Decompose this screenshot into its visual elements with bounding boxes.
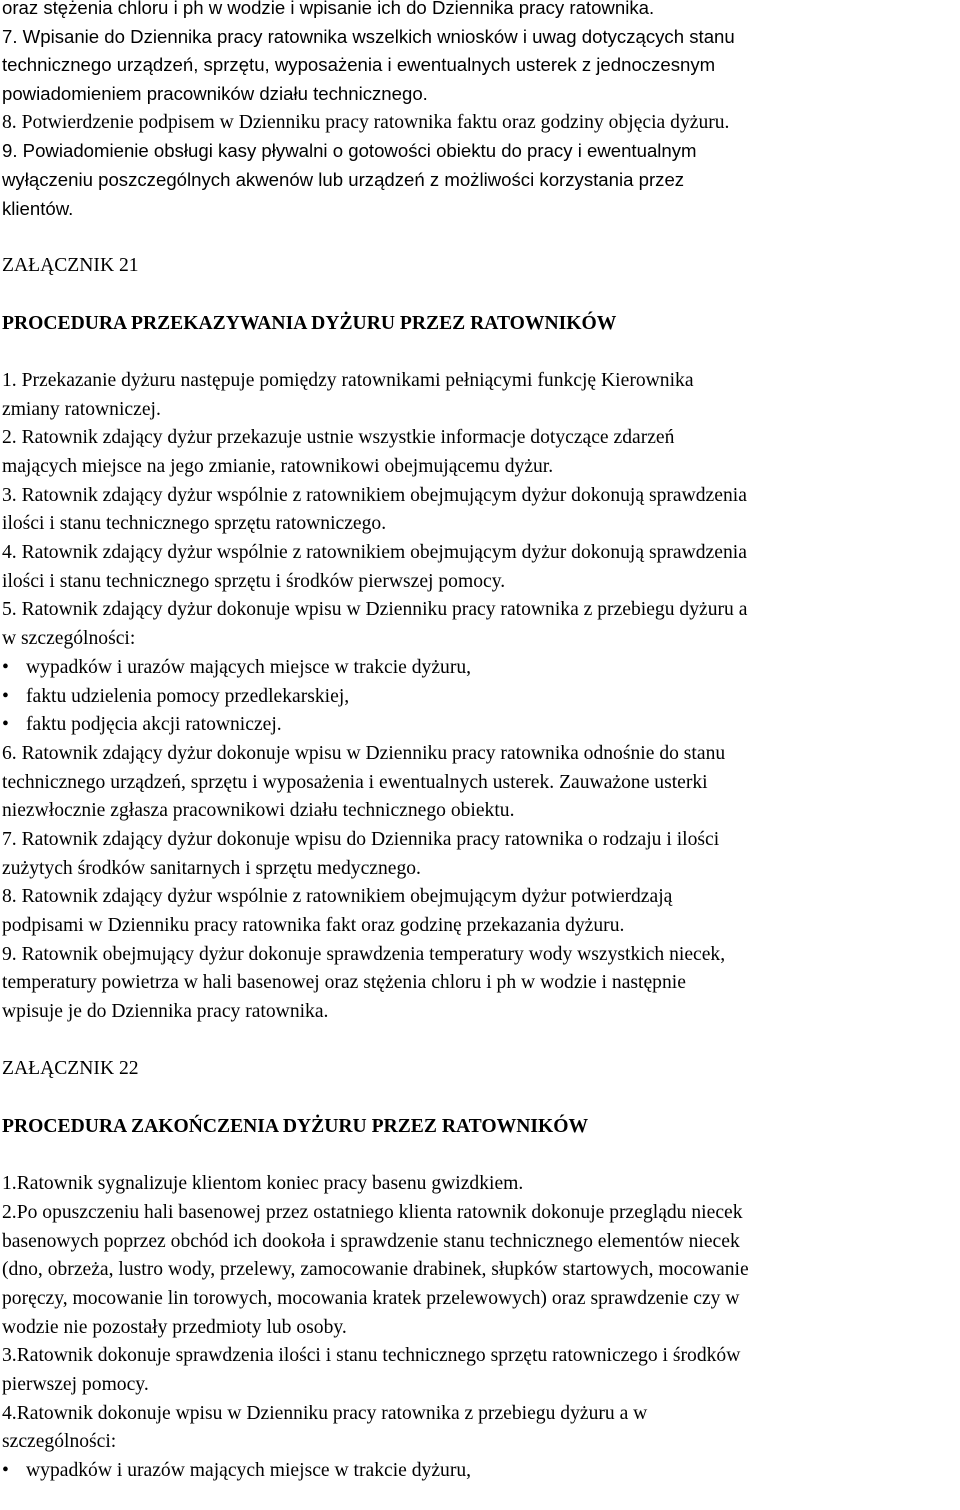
text-line: ilości i stanu technicznego sprzętu i środków pierwszej pomocy. <box>2 570 506 592</box>
text-line: 3.Ratownik dokonuje sprawdzenia ilości i stanu technicznego sprzętu ratowniczego i środków <box>2 1345 741 1367</box>
annex-label: ZAŁĄCZNIK 22 <box>2 1058 139 1080</box>
text-line: podpisami w Dzienniku pracy ratownika fakt oraz godzinę przekazania dyżuru. <box>2 915 625 936</box>
spacer <box>2 1142 958 1171</box>
text-line: 3. Ratownik zdający dyżur wspólnie z ratownikiem obejmującym dyżur dokonują sprawdzenia <box>2 484 747 506</box>
list-item-text: faktu podjęcia akcji ratowniczej. <box>26 714 282 736</box>
text-line: 7. Ratownik zdający dyżur dokonuje wpisu do Dziennika pracy ratownika o rodzaju i ilości <box>2 828 720 850</box>
text-line: wyłączeniu poszczególnych akwenów lub urządzeń z możliwości korzystania przez <box>2 169 685 191</box>
text-line: pierwszej pomocy. <box>2 1374 149 1395</box>
text-line: ilości i stanu technicznego sprzętu ratowniczego. <box>2 513 387 535</box>
spacer <box>2 281 958 310</box>
list-item <box>2 1457 958 1486</box>
text-line: szczególności: <box>2 1431 117 1453</box>
text-line: 7. Wpisanie do Dziennika pracy ratownika wszelkich wniosków i uwag dotyczących stanu <box>2 25 735 47</box>
text-line: 8. Ratownik zdający dyżur wspólnie z ratownikiem obejmującym dyżur potwierdzają <box>2 886 673 908</box>
annex-title: PROCEDURA PRZEKAZYWANIA DYŻURU PRZEZ RATOWNIKÓW <box>2 312 617 334</box>
text-line: 2. Ratownik zdający dyżur przekazuje ustnie wszystkie informacje dotyczące zdarzeń <box>2 427 675 449</box>
text-line: 4. Ratownik zdający dyżur wspólnie z ratownikiem obejmującym dyżur dokonują sprawdzenia <box>2 542 747 564</box>
text-line: wpisuje je do Dziennika pracy ratownika. <box>2 1001 329 1023</box>
text-line: mających miejsce na jego zmianie, ratownikowi obejmującemu dyżur. <box>2 456 554 477</box>
text-line: temperatury powietrza w hali basenowej oraz stężenia chloru i ph w wodzie i następnie <box>2 972 686 994</box>
spacer <box>2 224 958 253</box>
spacer <box>2 1027 958 1056</box>
text-line: 8. Potwierdzenie podpisem w Dzienniku pracy ratownika faktu oraz godziny objęcia dyżuru. <box>2 111 730 133</box>
text-line: 1. Przekazanie dyżuru następuje pomiędzy ratownikami pełniącymi funkcję Kierownika <box>2 369 694 391</box>
text-line: wodzie nie pozostały przedmioty lub osoby. <box>2 1316 347 1338</box>
text-line: technicznego urządzeń, sprzętu i wyposażenia i ewentualnych usterek. Zauważone usterki <box>2 771 708 793</box>
list-item-text: faktu udzielenia pomocy przedlekarskiej, <box>26 685 350 707</box>
bullet-icon: • <box>2 685 9 707</box>
text-line: 5. Ratownik zdający dyżur dokonuje wpisu w Dzienniku pracy ratownika z przebiegu dyżuru a <box>2 599 748 621</box>
annex-title: PROCEDURA ZAKOŃCZENIA DYŻURU PRZEZ RATOWNIKÓW <box>2 1115 589 1137</box>
text-line: klientów. <box>2 197 74 219</box>
document-page <box>2 0 958 1486</box>
text-line: powiadomieniem pracowników działu technicznego. <box>2 83 428 105</box>
list-item <box>2 683 958 712</box>
text-line: (dno, obrzeża, lustro wody, przelewy, zamocowanie drabinek, słupków startowych, mocowanie <box>2 1259 749 1281</box>
text-line: 6. Ratownik zdający dyżur dokonuje wpisu w Dzienniku pracy ratownika odnośnie do stanu <box>2 742 726 764</box>
list-item-text: wypadków i urazów mających miejsce w trakcie dyżuru, <box>26 656 472 678</box>
text-line: 1.Ratownik sygnalizuje klientom koniec pracy basenu gwizdkiem. <box>2 1173 524 1195</box>
text-line: 2.Po opuszczeniu hali basenowej przez ostatniego klienta ratownik dokonuje przeglądu niecek <box>2 1201 743 1223</box>
text-line: 9. Ratownik obejmujący dyżur dokonuje sprawdzenia temperatury wody wszystkich niecek, <box>2 943 726 965</box>
text-line: niezwłocznie zgłasza pracownikowi działu technicznego obiektu. <box>2 800 515 822</box>
text-line: basenowych poprzez obchód ich dookoła i sprawdzenie stanu technicznego elementów niecek <box>2 1230 740 1252</box>
annex-21 <box>2 252 958 1027</box>
text-line: 4.Ratownik dokonuje wpisu w Dzienniku pracy ratownika z przebiegu dyżuru a w <box>2 1402 648 1424</box>
text-line: technicznego urządzeń, sprzętu, wyposażenia i ewentualnych usterek z jednoczesnym <box>2 54 716 76</box>
annex-label: ZAŁĄCZNIK 21 <box>2 255 139 277</box>
text-line: poręczy, mocowanie lin torowych, mocowania kratek przelewowych) oraz sprawdzenie czy w <box>2 1287 740 1309</box>
text-line: zmiany ratowniczej. <box>2 398 161 420</box>
text-line: oraz stężenia chloru i ph w wodzie i wpisanie ich do Dziennika pracy ratownika. <box>2 0 655 18</box>
list-item-text: wypadków i urazów mających miejsce w trakcie dyżuru, <box>26 1460 472 1482</box>
spacer <box>2 1084 958 1113</box>
bullet-icon: • <box>2 714 9 736</box>
intro-section <box>2 0 958 224</box>
list-item <box>2 711 958 740</box>
text-line: w szczególności: <box>2 628 136 650</box>
annex-22 <box>2 1055 958 1485</box>
bullet-icon: • <box>2 656 9 678</box>
text-line: 9. Powiadomienie obsługi kasy pływalni o gotowości obiektu do pracy i ewentualnym <box>2 140 697 162</box>
text-line: zużytych środków sanitarnych i sprzętu medycznego. <box>2 857 421 879</box>
bullet-icon: • <box>2 1460 9 1482</box>
spacer <box>2 338 958 367</box>
list-item <box>2 654 958 683</box>
